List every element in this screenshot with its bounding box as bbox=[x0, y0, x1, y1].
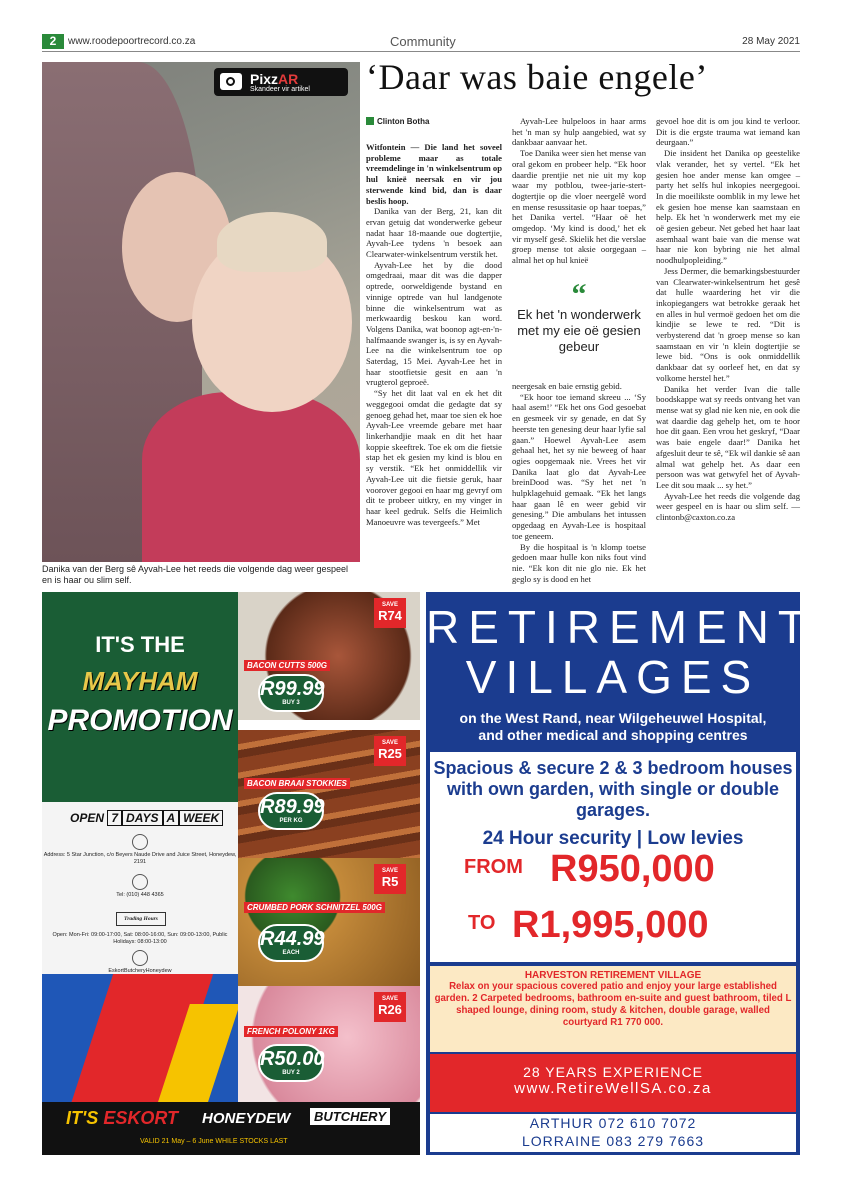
product-name: BACON BRAAI STOKKIES bbox=[244, 778, 350, 789]
product-unit: BUY 2 bbox=[282, 1070, 300, 1076]
retirement-advert[interactable] bbox=[426, 592, 815, 1155]
price-from-label: FROM bbox=[464, 856, 523, 878]
price-from-value: R950,000 bbox=[550, 848, 715, 890]
store-phone[interactable]: Tel: (010) 448 4365 bbox=[116, 892, 164, 898]
photo-shape bbox=[217, 212, 327, 272]
save-badge bbox=[374, 992, 406, 1022]
brand-honeydew: HONEYDEW bbox=[202, 1110, 291, 1127]
article-paragraph: gevoel hoe dit is om jou kind te verloor. Dit is die ergste trauma wat iemand kan deurgaan.” bbox=[656, 116, 800, 148]
save-amount: R25 bbox=[378, 746, 402, 761]
photo-caption: Danika van der Berg sê Ayvah-Lee het reeds die volgende dag weer gespeel en is haar ou slim self. bbox=[42, 564, 349, 585]
article-paragraph: By die hospitaal is 'n klomp toetse gedoen maar hulle kon niks fout vind nie. “Ek kon dit nie glo nie. Ek het geglo sy is dood en het bbox=[512, 541, 646, 584]
store-info-panel bbox=[42, 802, 238, 974]
pull-quote bbox=[512, 278, 646, 383]
article-paragraph: “Sy het dit laat val en ek het dit weggegooi omdat die gedagte dat sy genoeg gehad het, maar toe sien ek hoe Ayvah-Lee vreemde gebare met haar linkerhandjie maak en dit het haar koppie skeeftrek. Toe ek om die fietsie stap het ek gesien my kind is blou en sy verstik. “Ek het onmiddellik vir Ayvah-Lee uit die fietsie geruk, haar voorover gegooi en haar mg gevryf om dit te probeer uitkry, en my vinger in haar keel gedruk. Selfs die Heimlich Manoeuvre was tevergeefs.” Met bbox=[366, 388, 502, 527]
product-name: FRENCH POLONY 1KG bbox=[244, 1026, 338, 1037]
pixzar-name-main: Pixz bbox=[250, 71, 279, 87]
product-bacon-stokkies[interactable] bbox=[238, 730, 420, 858]
trading-hours: Open: Mon-Fri: 09:00-17:00, Sat: 08:00-16:00, Sun: 09:00-13:00, Public Holidays: 08:00-13:00 bbox=[52, 932, 228, 945]
save-badge bbox=[374, 598, 406, 628]
brand-butchery: BUTCHERY bbox=[310, 1108, 390, 1125]
product-unit: EACH bbox=[282, 950, 300, 956]
pixzar-name bbox=[250, 71, 298, 87]
store-address: Address: 5 Star Junction, c/o Beyers Naude Drive and Juice Street, Honeydew, 2191 bbox=[43, 852, 237, 865]
promo-line-3: PROMOTION bbox=[47, 704, 233, 737]
open-days-a: A bbox=[163, 810, 180, 826]
facebook-icon bbox=[132, 950, 148, 966]
product-name: BACON CUTTS 500G bbox=[244, 660, 330, 671]
product-price: R89.99 bbox=[260, 796, 325, 818]
facebook-handle[interactable]: EskortButcheryHoneydew bbox=[108, 968, 172, 974]
price-badge bbox=[258, 1044, 324, 1082]
product-unit: BUY 3 bbox=[282, 700, 300, 706]
article-paragraph: “Ek hoor toe iemand skreeu ... ‘Sy haal asem!’ “Ek het ons God gesoebat en gesmeek vir sy genade, en dat Sy heerste ten genesing deur haar lyfie sal gaan.” Hoewel Ayvah-Lee asem gehaal het, het sy nie beweeg of haar ogies oopgemaak nie. Vrees het vir Danika laat glo dat Ayvah-Lee breinDood was. “Sy het net 'n hulpklagehuid gemaak. “Ek het langs haar gaan lê en weer gebid vir genesing.” Die ambulans het intussen opgedaag en Ayvah-Lee is hospitaal toe geneem. bbox=[512, 391, 646, 541]
save-amount: R5 bbox=[381, 874, 399, 889]
experience-box bbox=[430, 1054, 796, 1112]
brand-its: IT'S bbox=[66, 1108, 99, 1128]
harveston-box bbox=[430, 966, 796, 1052]
eskort-brand-name bbox=[66, 1108, 178, 1129]
article-lede: Witfontein — Die land het soveel probleme maar as totale vreemdelinge in 'n winkelsentrum op hul knieë neersak en vir jou sterwende kind bid, dan is daar beslis hoop. bbox=[366, 142, 502, 206]
product-bacon-cutts[interactable] bbox=[238, 592, 420, 720]
eskort-advert[interactable] bbox=[42, 592, 420, 1155]
quote-mark-icon: “ bbox=[571, 278, 587, 311]
open-label: OPEN bbox=[70, 811, 105, 825]
price-badge bbox=[258, 924, 324, 962]
harveston-title: HARVESTON RETIREMENT VILLAGE bbox=[524, 970, 702, 981]
save-amount: R26 bbox=[378, 1002, 402, 1017]
article-photo bbox=[42, 62, 360, 562]
ad-spacious-text: Spacious & secure 2 & 3 bedroom houses with own garden, with single or double garages. bbox=[433, 758, 793, 820]
pixzar-name-accent: AR bbox=[278, 71, 299, 87]
phone-icon bbox=[132, 874, 148, 890]
article-column-2-continued bbox=[512, 381, 646, 584]
article-paragraph: Ayvah-Lee het by die dood omgedraai, maar dit was die dapper optrede, oorweldigende bystand en vinnige optrede van hul landgenote binne die winkelsentrum wat as merkwaardig beskou kan word. Volgens Danika, wat boonop agt-en-'n-halfmaande swanger is, is sy en Ayvah-Lee na die winkelsentrum toe op Saterdag, 15 Mei. Ayvah-Lee het in haar stootfietsie gesit en aan 'n vrugterol geproeë. bbox=[366, 259, 502, 388]
article-column-2 bbox=[512, 116, 646, 266]
ad-subtitle-line-1: on the West Rand, near Wilgeheuwel Hospital, bbox=[459, 710, 767, 726]
harveston-text: Relax on your spacious covered patio and enjoy your large established garden. 2 Carpeted bedrooms, bathroom en-suite and guest bathroom, tiled L shaped lounge, dining room, study & kitchen, double garage, walled courtyard R1 770 000. bbox=[434, 981, 792, 1028]
promo-line-1: IT'S THE bbox=[95, 632, 185, 657]
article-byline: Clinton Botha bbox=[366, 117, 429, 126]
location-pin-icon bbox=[132, 834, 148, 850]
contact-arthur[interactable]: ARTHUR 072 610 7072 bbox=[529, 1115, 697, 1131]
product-price: R44.99 bbox=[260, 928, 325, 950]
contacts-box bbox=[430, 1114, 796, 1152]
article-paragraph: neergesak en baie ernstig gebid. bbox=[512, 381, 622, 391]
ad-title-line-2: VILLAGES bbox=[465, 651, 761, 703]
page-number: 2 bbox=[42, 34, 64, 49]
price-to-label: TO bbox=[468, 912, 496, 934]
valid-dates: VALID 21 May – 6 June WHILE STOCKS LAST bbox=[140, 1138, 288, 1145]
article-paragraph bbox=[366, 142, 502, 206]
open-days-number: 7 bbox=[107, 810, 122, 826]
ad-title-line-1: RETIREMENT bbox=[426, 601, 815, 653]
price-badge bbox=[258, 674, 324, 712]
article-paragraph: Jess Dermer, die bemarkingsbestuurder van Clearwater-winkelsentrum het gesê dat hulle waardering het vir die inkopiegangers wat betrokke geraak het en alles in hul vermoë gedoen het om die kindjie se lewe te red. “Dit is verbysterend dat 'n groep mense so kan saamstaan en vir 'n klein dogtertjie se lewe bid. “Ons is ook onmiddellik dankbaar dat sy oorleef het, en dat sy volkome herstel het.” bbox=[656, 265, 800, 383]
open-days bbox=[70, 810, 223, 826]
pixzar-logo[interactable] bbox=[214, 68, 348, 96]
section-name: Community bbox=[390, 34, 456, 49]
article-paragraph: Ayvah-Lee hulpeloos in haar arms het 'n man sy hulp aangebied, wat sy dankbaar aanvaar het. bbox=[512, 116, 646, 148]
open-days-week: WEEK bbox=[179, 810, 223, 826]
page-header bbox=[42, 34, 800, 52]
save-amount: R74 bbox=[378, 608, 402, 623]
save-label: SAVE bbox=[382, 868, 398, 874]
product-name: CRUMBED PORK SCHNITZEL 500G bbox=[244, 902, 385, 913]
website-link[interactable]: www.RetireWellSA.co.za bbox=[514, 1080, 712, 1097]
ad-feature-box bbox=[430, 752, 796, 962]
trading-hours-label: Trading Hours bbox=[116, 912, 166, 926]
product-pork-schnitzel[interactable] bbox=[238, 858, 420, 986]
article-paragraph: Danika het verder Ivan die talle boodskappe wat sy reeds ontvang het van mense wat sy glad nie ken nie, en ook die wat daardie dag gehelp het, om te hoor hoe dit gaan. Een vrou het geskryf, “Daar was baie engele daar!” Danika het afgesluit deur te sê, “Ek wil dankie sê aan almal wat gehelp het. As daar een persoon was wat getwyfel het of Ayvah-Lee dit sou maak ... sy het.” bbox=[656, 383, 800, 490]
ad-security-text: 24 Hour security | Low levies bbox=[482, 828, 744, 849]
product-price: R99.99 bbox=[260, 678, 325, 700]
article-paragraph: Danika van der Berg, 21, kan dit ervan getuig dat wonderwerke gebeur nadat haar 18-maande oue dogtertjie, Ayvah-Lee tydens 'n besoek aan Clearwater-winkelsentrum verstik het. bbox=[366, 206, 502, 260]
brand-eskort: ESKORT bbox=[103, 1108, 178, 1128]
product-price: R50.00 bbox=[260, 1048, 325, 1070]
save-label: SAVE bbox=[382, 996, 398, 1002]
product-unit: PER KG bbox=[279, 818, 303, 824]
article-paragraph: Ayvah-Lee het reeds die volgende dag weer gespeel en is haar ou slim self. — clintonb@caxton.co.za bbox=[656, 490, 800, 523]
open-days-word: DAYS bbox=[122, 810, 162, 826]
ad-subtitle bbox=[426, 710, 800, 744]
photo-shape bbox=[142, 392, 360, 562]
article-column-1 bbox=[366, 142, 502, 527]
pull-quote-text: Ek het 'n wonderwerk met my eie oë gesien gebeur bbox=[517, 307, 641, 354]
eskort-brand-strip bbox=[42, 1102, 420, 1155]
promo-line-2: MAYHAM bbox=[82, 666, 198, 696]
issue-date: 28 May 2021 bbox=[742, 36, 800, 47]
experience-text: 28 YEARS EXPERIENCE bbox=[523, 1064, 703, 1080]
price-badge bbox=[258, 792, 324, 830]
camera-icon bbox=[220, 73, 242, 90]
save-label: SAVE bbox=[382, 602, 398, 608]
ad-subtitle-line-2: and other medical and shopping centres bbox=[478, 727, 748, 743]
save-label: SAVE bbox=[382, 740, 398, 746]
article-headline: ‘Daar was baie engele’ bbox=[366, 57, 708, 97]
article-column-3 bbox=[656, 116, 800, 523]
save-badge bbox=[374, 736, 406, 766]
product-french-polony[interactable] bbox=[238, 986, 420, 1102]
mayham-panel bbox=[42, 592, 238, 802]
save-badge bbox=[374, 864, 406, 894]
article-paragraph: Die insident het Danika op geestelike vlak verander, het sy vertel. “Ek het gesien hoe ander mense kan omgee – party het selfs hul inkopies neergegooi. In die moeilikste oomblik in my lewe het ek gesien hoe mense kan saamstaan en help. Ek het 'n wonderwerk met my eie oë gesien gebeur. Net gebed het haar laat asemhaal want baie van die mense wat haar nie kon bybring nie het almal noodhulpopleiding.” bbox=[656, 148, 800, 266]
pixzar-tagline: Skandeer vir artikel bbox=[250, 86, 310, 93]
site-url[interactable]: www.roodepoortrecord.co.za bbox=[68, 36, 196, 47]
eskort-logo-graphic bbox=[42, 974, 238, 1102]
article-paragraph: Toe Danika weer sien het mense van oral gekom en probeer help. “Ek hoor daardie prentjie net nie uit my kop waar my potblou, twee-jarie-stert-dogtertjie op die vloer neergelê word en mense resussitasie op haar toepas,” het Danika vertel. “Haar oë het omgedop. ‘My kind is dood,’ het ek vir myself gesê. Skielik het die verslae groep mense tot aksie oorgegaan – almal het op hul knieë bbox=[512, 148, 646, 266]
contact-lorraine[interactable]: LORRAINE 083 279 7663 bbox=[521, 1133, 705, 1149]
price-to-value: R1,995,000 bbox=[512, 904, 709, 946]
